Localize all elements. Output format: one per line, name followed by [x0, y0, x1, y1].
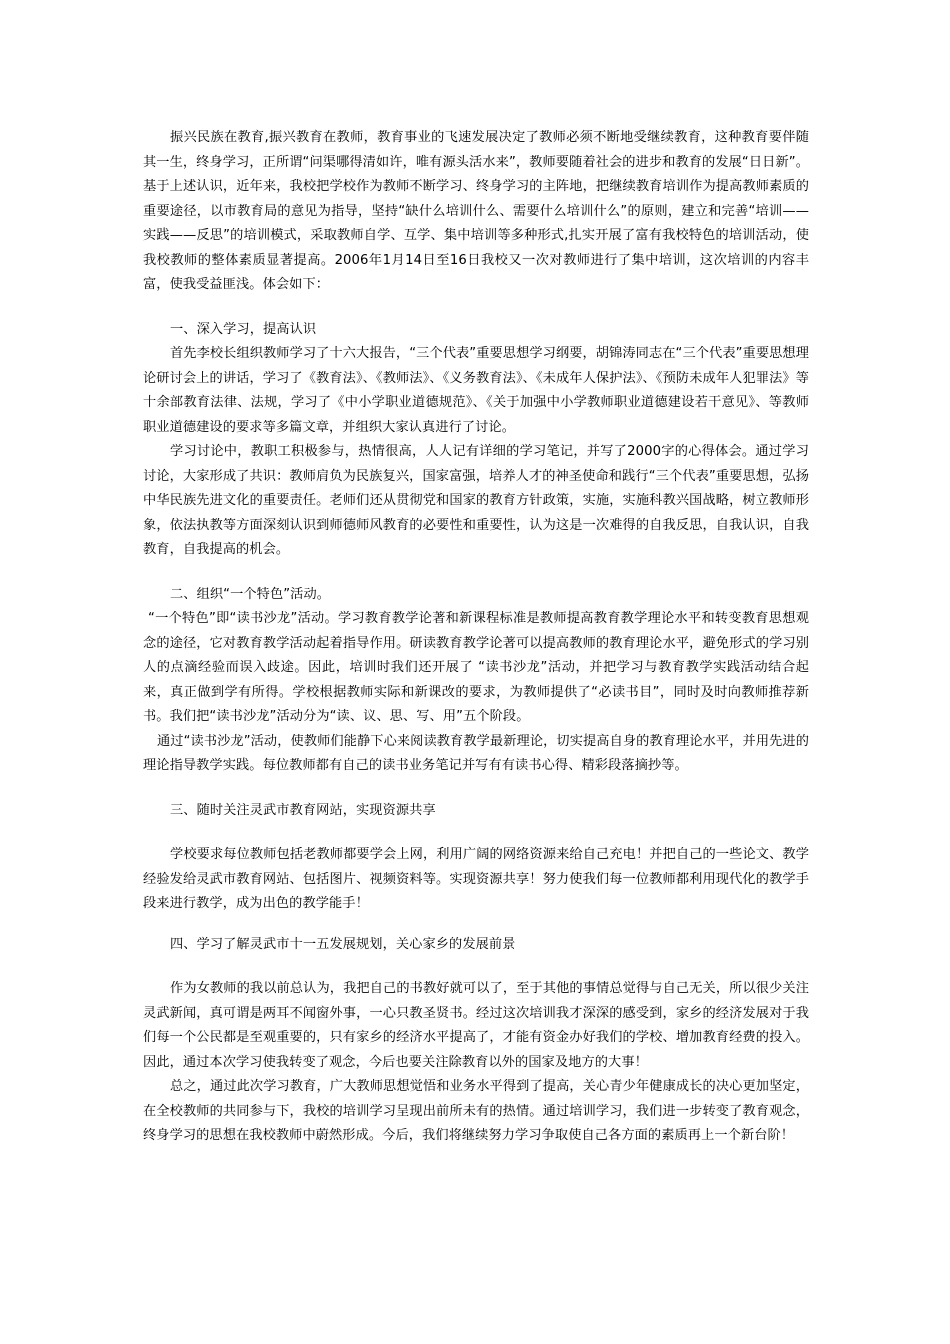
section-4-paragraph-1: 作为女教师的我以前总认为，我把自己的书教好就可以了，至于其他的事情总觉得与自己无关，所以很少关注灵武新闻，真可谓是两耳不闻窗外事，一心只教圣贤书。经过这次培训我才深深的感受到，家乡的经济发展对于我们每一个公民都是至观重要的，只有家乡的经济水平提高了，才能有资金办好我们的学校、增加教育经费的投入。因此，通过本次学习使我转变了观念，今后也要关注除教育以外的国家及地方的大事！: [143, 981, 809, 1070]
section-2-heading: 二、组织“一个特色”活动。: [170, 586, 331, 602]
section-1-heading: 一、深入学习，提高认识: [170, 321, 317, 337]
section-2-paragraph-2: 通过“读书沙龙”活动，使教师们能静下心来阅读教育教学最新理论，切实提高自身的教育理论水平，并用先进的理论指导教学实践。每位教师都有自己的读书业务笔记并写有有读书心得、精彩段落摘抄等。: [143, 733, 809, 773]
section-3-paragraph-1: 学校要求每位教师包括老教师都要学会上网，利用广阔的网络资源来给自己充电！并把自己的一些论文、教学经验发给灵武市教育网站、包括图片、视频资料等。实现资源共享！努力使我们每一位教师都利用现代化的教学手段来进行教学，成为出色的教学能手！: [143, 847, 809, 911]
section-4-heading: 四、学习了解灵武市十一五发展规划，关心家乡的发展前景: [170, 936, 516, 952]
section-3-heading: 三、随时关注灵武市教育网站，实现资源共享: [170, 802, 436, 818]
document-body: [143, 126, 809, 1149]
intro-paragraph: 振兴民族在教育,振兴教育在教师，教育事业的飞速发展决定了教师必须不断地受继续教育，这种教育要伴随其一生，终身学习，正所谓“问渠哪得清如许，唯有源头活水来”，教师要随着社会的进步和教育的发展“日日新”。基于上述认识，近年来，我校把学校作为教师不断学习、终身学习的主阵地，把继续教育培训作为提高教师素质的重要途径，以市教育局的意见为指导，坚持“缺什么培训什么、需要什么培训什么”的原则，建立和完善“培训——实践——反思”的培训模式，采取教师自学、互学、集中培训等多种形式,扎实开展了富有我校特色的培训活动，使我校教师的整体素质显著提高。2006年1月14日至16日我校又一次对教师进行了集中培训，这次培训的内容丰富，使我受益匪浅。体会如下：: [143, 130, 809, 292]
section-2-paragraph-1: “一个特色”即“读书沙龙”活动。学习教育教学论著和新课程标准是教师提高教育教学理论水平和转变教育思想观念的途径，它对教育教学活动起着指导作用。研读教育教学论著可以提高教师的教育理论水平，避免形式的学习别人的点滴经验而误入歧途。因此，培训时我们还开展了 “读书沙龙”活动，并把学习与教育教学实践活动结合起来，真正做到学有所得。学校根据教师实际和新课改的要求，为教师提供了“必读书目”，同时及时向教师推荐新书。我们把“读书沙龙”活动分为“读、议、思、写、用”五个阶段。: [143, 611, 809, 724]
section-1-paragraph-1: 首先李校长组织教师学习了十六大报告，“三个代表”重要思想学习纲要，胡锦涛同志在“三个代表”重要思想理论研讨会上的讲话，学习了《教育法》、《教师法》、《义务教育法》、《未成年人保护法》、《预防未成年人犯罪法》等十余部教育法律、法规，学习了《中小学职业道德规范》、《关于加强中小学教师职业道德建设若干意见》、等教师职业道德建设的要求等多篇文章，并组织大家认真进行了讨论。: [143, 346, 809, 435]
section-4-paragraph-2: 总之，通过此次学习教育，广大教师思想觉悟和业务水平得到了提高，关心青少年健康成长的决心更加坚定，在全校教师的共同参与下，我校的培训学习呈现出前所未有的热情。通过培训学习，我们进一步转变了教育观念，终身学习的思想在我校教师中蔚然形成。今后，我们将继续努力学习争取使自己各方面的素质再上一个新台阶！: [143, 1079, 809, 1143]
section-1-paragraph-2: 学习讨论中，教职工积极参与，热情很高，人人记有详细的学习笔记，并写了2000字的心得体会。通过学习讨论，大家形成了共识：教师肩负为民族复兴，国家富强，培养人才的神圣使命和践行“三个代表”重要思想，弘扬中华民族先进文化的重要责任。老师们还从贯彻党和国家的教育方针政策，实施，实施科教兴国战略，树立教师形象，依法执教等方面深刻认识到师德师风教育的必要性和重要性，认为这是一次难得的自我反思，自我认识，自我教育，自我提高的机会。: [143, 444, 809, 557]
